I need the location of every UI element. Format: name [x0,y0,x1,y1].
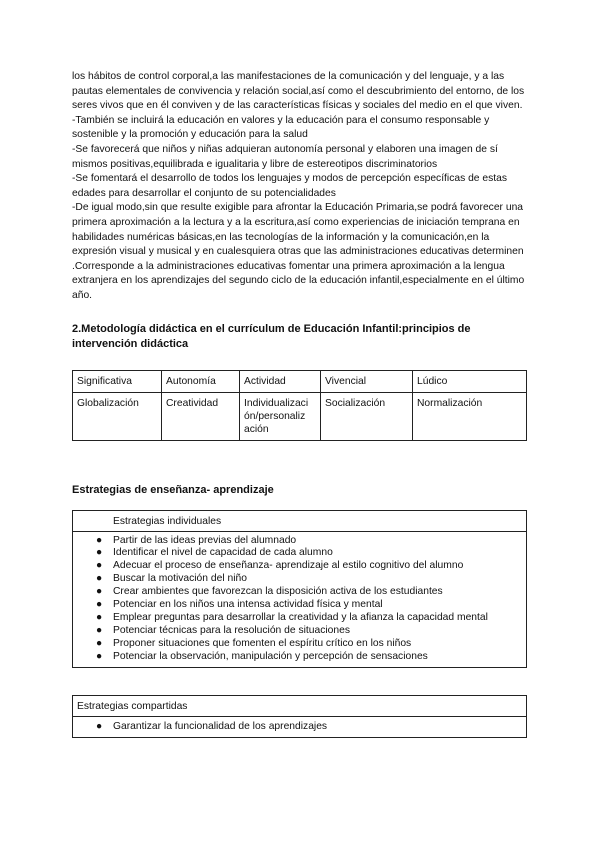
bullet-icon: ● [96,611,103,623]
individual-strategies-box [72,510,527,668]
list-item: ● Emplear preguntas para desarrollar la creatividad y la afianza la capacidad mental [96,611,488,623]
list-item: ● Adecuar el proceso de enseñanza- aprendizaje al estilo cognitivo del alumno [96,560,464,572]
box-title: Estrategias individuales [73,511,526,532]
intro-text [72,70,532,304]
list-item: ● Potenciar técnicas para la resolución de situaciones [96,624,350,636]
bullet-icon: ● [96,650,103,662]
table-cell: Autonomía [162,370,240,392]
list-item: ● Garantizar la funcionalidad de los aprendizajes [96,720,328,732]
paragraph: -De igual modo,sin que resulte exigible para afrontar la Educación Primaria,se podrá favorecer una primera aproximación a la lectura y a la escritura,así como experiencias de iniciación temprana en habilidades numéricas básicas,en las tecnologías de la información y la comunicación,en la expresión visual y musical y en cualesquiera otras que las administraciones educativas determinen [72,202,524,258]
bullet-icon: ● [96,534,103,546]
paragraph: -Se fomentará el desarrollo de todos los lenguajes y modos de percepción específicas de estas edades para desarrollar el conjunto de su potencialidades [72,173,508,199]
bullet-icon: ● [96,599,103,611]
list-item: ● Proponer situaciones que fomenten el espíritu crítico en los niños [96,637,412,649]
bullet-icon: ● [96,637,103,649]
table-cell: Normalización [413,392,527,440]
bullet-icon: ● [96,560,103,572]
table-cell: Socialización [321,392,413,440]
bullet-icon: ● [96,624,103,636]
strategies-heading: Estrategias de enseñanza- aprendizaje [72,483,274,496]
paragraph: .Corresponde a la administraciones educativas fomentar una primera aproximación a la lengua extranjera en los aprendizajes del segundo ciclo de la educación infantil,especialmente en el último año. [72,260,525,301]
table-row [73,392,527,440]
table-cell: Globalización [73,392,162,440]
section-heading: 2.Metodología didáctica en el currículum de Educación Infantil:principios de intervención didáctica [72,322,471,350]
bullet-list [73,532,526,667]
list-item: ● Potenciar la observación, manipulación y percepción de sensaciones [96,650,428,662]
principles-table [72,370,527,441]
list-item: ● Identificar el nivel de capacidad de cada alumno [96,547,333,559]
paragraph: los hábitos de control corporal,a las manifestaciones de la comunicación y del lenguaje, y a las pautas elementales de convivencia y relación social,así como el descubrimiento del entorno, de los seres vivos que en él conviven y de las características físicas y sociales del medio en el que viven. [72,71,525,112]
list-item: ● Potenciar en los niños una intensa actividad física y mental [96,599,383,611]
bullet-icon: ● [96,547,103,559]
table-cell: Creatividad [162,392,240,440]
list-item: ● Partir de las ideas previas del alumnado [96,534,297,546]
table-cell: Significativa [73,370,162,392]
table-cell: Individualizaci ón/personaliz ación [240,392,321,440]
list-item: ● Buscar la motivación del niño [96,573,247,585]
paragraph: -Se favorecerá que niños y niñas adquieran autonomía personal y elaboren una imagen de sí mismos positivas,equilibrada e igualitaria y libre de estereotipos discriminatorios [72,143,498,170]
bullet-icon: ● [96,586,103,598]
box-title: Estrategias compartidas [73,696,526,717]
bullet-icon: ● [96,573,103,585]
table-row [73,370,527,392]
list-item: ● Crear ambientes que favorezcan la disposición activa de los estudiantes [96,586,443,598]
table-cell: Vivencial [321,370,413,392]
shared-strategies-box [72,695,527,739]
paragraph: -También se incluirá la educación en valores y la educación para el consumo responsable y sostenible y la promoción y educación para la salud [72,114,490,141]
document-page [72,70,532,738]
table-cell: Lúdico [413,370,527,392]
bullet-icon: ● [96,720,103,732]
table-cell: Actividad [240,370,321,392]
bullet-list [73,717,526,738]
